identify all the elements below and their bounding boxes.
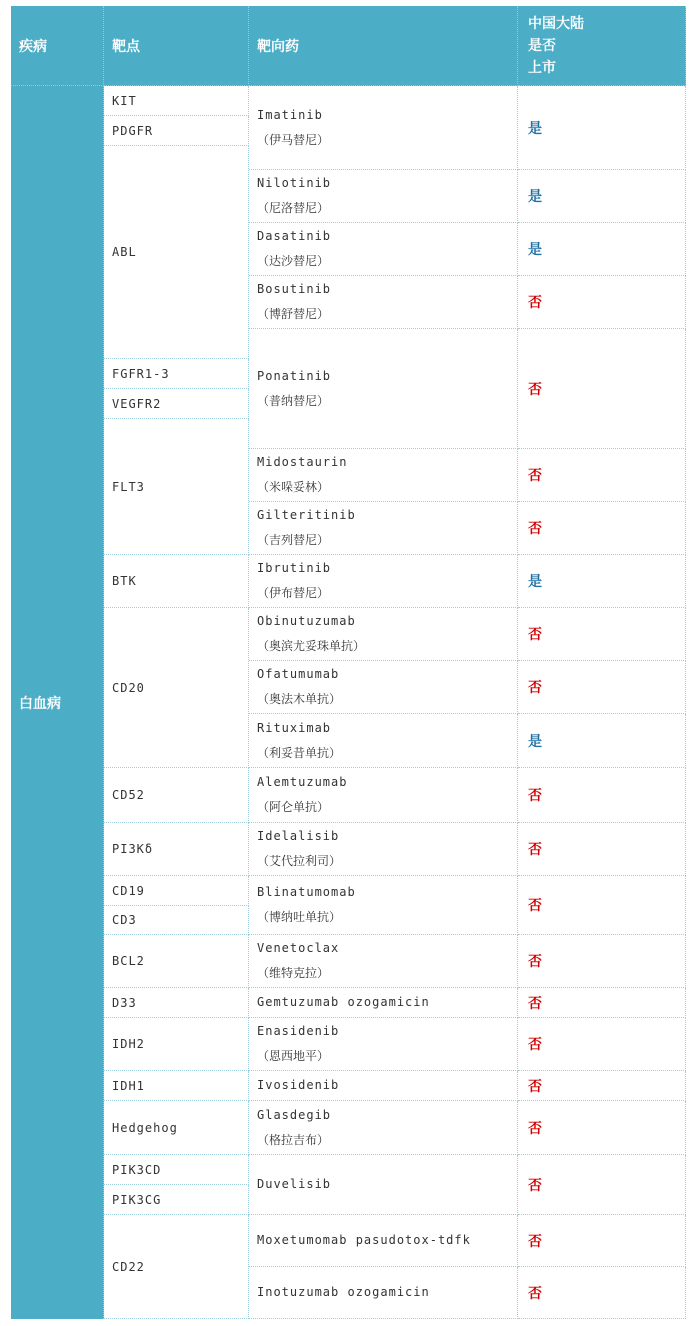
market-status: 否 xyxy=(528,995,542,1012)
market-cell xyxy=(518,1018,686,1071)
drug-name-en: Ibrutinib xyxy=(257,561,332,575)
drug-name-block xyxy=(257,224,331,274)
drug-name-block xyxy=(257,936,339,986)
drug-name-zh: （达沙替尼） xyxy=(257,254,330,268)
drug-cell xyxy=(249,329,518,449)
target-label: VEGFR2 xyxy=(112,396,162,411)
target-cell xyxy=(104,359,249,389)
target-cell xyxy=(104,608,249,768)
market-cell xyxy=(518,1155,686,1215)
target-label: BCL2 xyxy=(112,954,145,968)
market-status: 是 xyxy=(528,574,542,590)
market-cell xyxy=(518,1101,686,1155)
target-label: FLT3 xyxy=(112,479,145,494)
target-cell xyxy=(104,906,249,935)
drug-name-en: Ponatinib xyxy=(257,368,332,383)
drug-name-en: Obinutuzumab xyxy=(257,614,356,628)
market-status: 是 xyxy=(528,189,542,205)
drug-name-zh: （博舒替尼） xyxy=(257,307,330,321)
drug-name-en: Rituximab xyxy=(257,720,332,735)
market-cell xyxy=(518,1267,686,1319)
drug-cell xyxy=(249,876,518,935)
target-cell xyxy=(104,116,249,146)
target-label: IDH2 xyxy=(112,1037,145,1051)
market-cell xyxy=(518,449,686,502)
drug-name-block xyxy=(257,171,331,221)
drug-cell xyxy=(249,555,518,608)
target-cell xyxy=(104,86,249,116)
drug-name-zh: （尼洛替尼） xyxy=(257,201,330,215)
target-label: Hedgehog xyxy=(112,1120,178,1135)
drug-cell xyxy=(249,276,518,329)
drug-name-zh: （利妥昔单抗） xyxy=(257,745,342,760)
market-cell xyxy=(518,876,686,935)
target-cell xyxy=(104,876,249,906)
drug-name-block xyxy=(257,770,347,820)
drug-name-zh: （伊马替尼） xyxy=(257,132,330,147)
drug-name-zh: （格拉吉布） xyxy=(257,1132,330,1147)
target-cell xyxy=(104,146,249,359)
drug-name-block xyxy=(257,364,331,414)
drug-name-zh: （阿仑单抗） xyxy=(257,800,330,814)
header-market-line-0: 中国大陆 xyxy=(528,15,584,32)
drug-cell xyxy=(249,768,518,823)
drug-cell xyxy=(249,988,518,1018)
drug-name-block xyxy=(257,662,341,712)
target-label: CD19 xyxy=(112,883,145,898)
drug-name-block xyxy=(257,990,430,1015)
drug-cell xyxy=(249,86,518,170)
market-cell xyxy=(518,988,686,1018)
drug-cell xyxy=(249,1101,518,1155)
drug-name-block xyxy=(257,716,341,766)
drug-name-block xyxy=(257,103,329,153)
market-status: 否 xyxy=(528,1233,542,1250)
drug-name-en: Imatinib xyxy=(257,107,323,122)
header-disease xyxy=(11,6,104,86)
target-label: ABL xyxy=(112,245,137,259)
market-cell xyxy=(518,329,686,449)
market-status: 否 xyxy=(528,521,542,537)
drug-name-zh: （恩西地平） xyxy=(257,1049,330,1063)
market-status: 否 xyxy=(528,842,542,858)
header-target xyxy=(104,6,249,86)
drug-name-zh: （普纳替尼） xyxy=(257,393,330,408)
drug-name-block xyxy=(257,609,365,659)
target-label: PIK3CD xyxy=(112,1162,162,1177)
drug-name-en: Idelalisib xyxy=(257,829,340,843)
target-label: CD3 xyxy=(112,913,137,927)
drug-name-block xyxy=(257,1280,430,1305)
market-cell xyxy=(518,223,686,276)
target-cell xyxy=(104,555,249,608)
drug-name-en: Alemtuzumab xyxy=(257,775,348,789)
target-label: KIT xyxy=(112,93,137,108)
target-label: IDH1 xyxy=(112,1078,145,1093)
market-status: 否 xyxy=(528,627,542,643)
market-status: 否 xyxy=(528,680,542,696)
drug-name-en: Bosutinib xyxy=(257,282,332,296)
target-label: CD22 xyxy=(112,1259,145,1274)
drug-name-en: Inotuzumab ozogamicin xyxy=(257,1285,430,1299)
header-drug-label: 靶向药 xyxy=(257,38,299,55)
drug-name-en: Blinatumomab xyxy=(257,885,356,899)
drug-name-block xyxy=(257,824,341,874)
drug-cell xyxy=(249,608,518,661)
market-cell xyxy=(518,502,686,555)
drug-name-en: Nilotinib xyxy=(257,176,332,190)
target-label: FGFR1-3 xyxy=(112,366,170,381)
target-label: CD52 xyxy=(112,788,145,802)
header-market-line-2: 上市 xyxy=(528,59,556,76)
drug-name-block xyxy=(257,1172,331,1197)
header-drug xyxy=(249,6,518,86)
target-label: PDGFR xyxy=(112,123,154,138)
target-cell xyxy=(104,1185,249,1215)
drug-name-block xyxy=(257,503,356,553)
target-cell xyxy=(104,823,249,876)
drug-name-block xyxy=(257,556,331,606)
market-status: 否 xyxy=(528,1078,542,1095)
disease-label: 白血病 xyxy=(19,695,61,712)
target-cell xyxy=(104,1155,249,1185)
drug-cell xyxy=(249,170,518,223)
market-status: 否 xyxy=(528,1120,542,1137)
target-cell xyxy=(104,419,249,555)
market-cell xyxy=(518,170,686,223)
target-label: D33 xyxy=(112,995,137,1010)
target-cell xyxy=(104,768,249,823)
drug-name-block xyxy=(257,450,347,500)
market-cell xyxy=(518,714,686,768)
drug-name-zh: （伊布替尼） xyxy=(257,586,330,600)
market-cell xyxy=(518,823,686,876)
drug-name-zh: （艾代拉利司） xyxy=(257,854,342,868)
drug-cell xyxy=(249,661,518,714)
drug-name-en: Enasidenib xyxy=(257,1024,340,1038)
drug-cell xyxy=(249,1267,518,1319)
drug-name-block xyxy=(257,1073,339,1098)
market-status: 否 xyxy=(528,468,542,484)
drug-name-en: Midostaurin xyxy=(257,455,348,469)
drug-cell xyxy=(249,1215,518,1267)
drug-name-en: Ofatumumab xyxy=(257,667,340,681)
market-status: 否 xyxy=(528,898,542,914)
header-market-line-1: 是否 xyxy=(528,37,556,54)
target-cell xyxy=(104,1071,249,1101)
header-target-label: 靶点 xyxy=(112,38,140,55)
target-label: CD20 xyxy=(112,680,145,695)
target-cell xyxy=(104,1215,249,1319)
drug-cell xyxy=(249,714,518,768)
drug-name-zh: （奥滨尤妥珠单抗） xyxy=(257,639,366,653)
market-cell xyxy=(518,1215,686,1267)
target-label: BTK xyxy=(112,574,137,588)
market-status: 否 xyxy=(528,381,542,398)
drug-name-zh: （米哚妥林） xyxy=(257,480,330,494)
drug-cell xyxy=(249,223,518,276)
target-cell xyxy=(104,935,249,988)
target-cell xyxy=(104,1101,249,1155)
target-cell xyxy=(104,389,249,419)
market-status: 否 xyxy=(528,788,542,804)
market-cell xyxy=(518,608,686,661)
drug-name-en: Gilteritinib xyxy=(257,508,356,522)
drug-cell xyxy=(249,1071,518,1101)
header-disease-label: 疾病 xyxy=(19,38,47,55)
drug-name-zh: （吉列替尼） xyxy=(257,533,330,547)
drug-name-en: Glasdegib xyxy=(257,1107,332,1122)
drug-cell xyxy=(249,449,518,502)
drug-name-block xyxy=(257,277,331,327)
market-cell xyxy=(518,768,686,823)
drug-name-en: Gemtuzumab ozogamicin xyxy=(257,995,430,1009)
market-cell xyxy=(518,555,686,608)
drug-name-zh: （博纳吐单抗） xyxy=(257,910,342,924)
drug-name-en: Moxetumomab pasudotox-tdfk xyxy=(257,1233,471,1247)
drug-name-block xyxy=(257,880,356,930)
market-status: 否 xyxy=(528,295,542,311)
market-cell xyxy=(518,935,686,988)
drug-name-block xyxy=(257,1019,339,1069)
drug-name-en: Ivosidenib xyxy=(257,1078,340,1092)
drug-cell xyxy=(249,1018,518,1071)
market-status: 否 xyxy=(528,1285,542,1302)
market-status: 否 xyxy=(528,954,542,970)
target-label: PIK3CG xyxy=(112,1192,162,1207)
market-cell xyxy=(518,661,686,714)
market-cell xyxy=(518,1071,686,1101)
market-cell xyxy=(518,86,686,170)
target-cell xyxy=(104,988,249,1018)
market-status: 否 xyxy=(528,1177,542,1194)
drug-cell xyxy=(249,502,518,555)
drug-name-block xyxy=(257,1228,471,1253)
drug-name-en: Dasatinib xyxy=(257,229,332,243)
target-cell xyxy=(104,1018,249,1071)
disease-cell xyxy=(11,86,104,1319)
header-market xyxy=(518,6,686,86)
drug-cell xyxy=(249,823,518,876)
market-status: 是 xyxy=(528,242,542,258)
market-cell xyxy=(518,276,686,329)
drug-name-en: Venetoclax xyxy=(257,941,340,955)
market-status: 是 xyxy=(528,120,542,137)
drug-cell xyxy=(249,935,518,988)
market-status: 是 xyxy=(528,733,542,750)
drug-name-block xyxy=(257,1103,331,1153)
market-status: 否 xyxy=(528,1037,542,1053)
drug-name-en: Duvelisib xyxy=(257,1177,332,1191)
drug-name-zh: （奥法木单抗） xyxy=(257,692,342,706)
target-label: PI3Kδ xyxy=(112,842,154,856)
drug-cell xyxy=(249,1155,518,1215)
drug-name-zh: （维特克拉） xyxy=(257,966,330,980)
